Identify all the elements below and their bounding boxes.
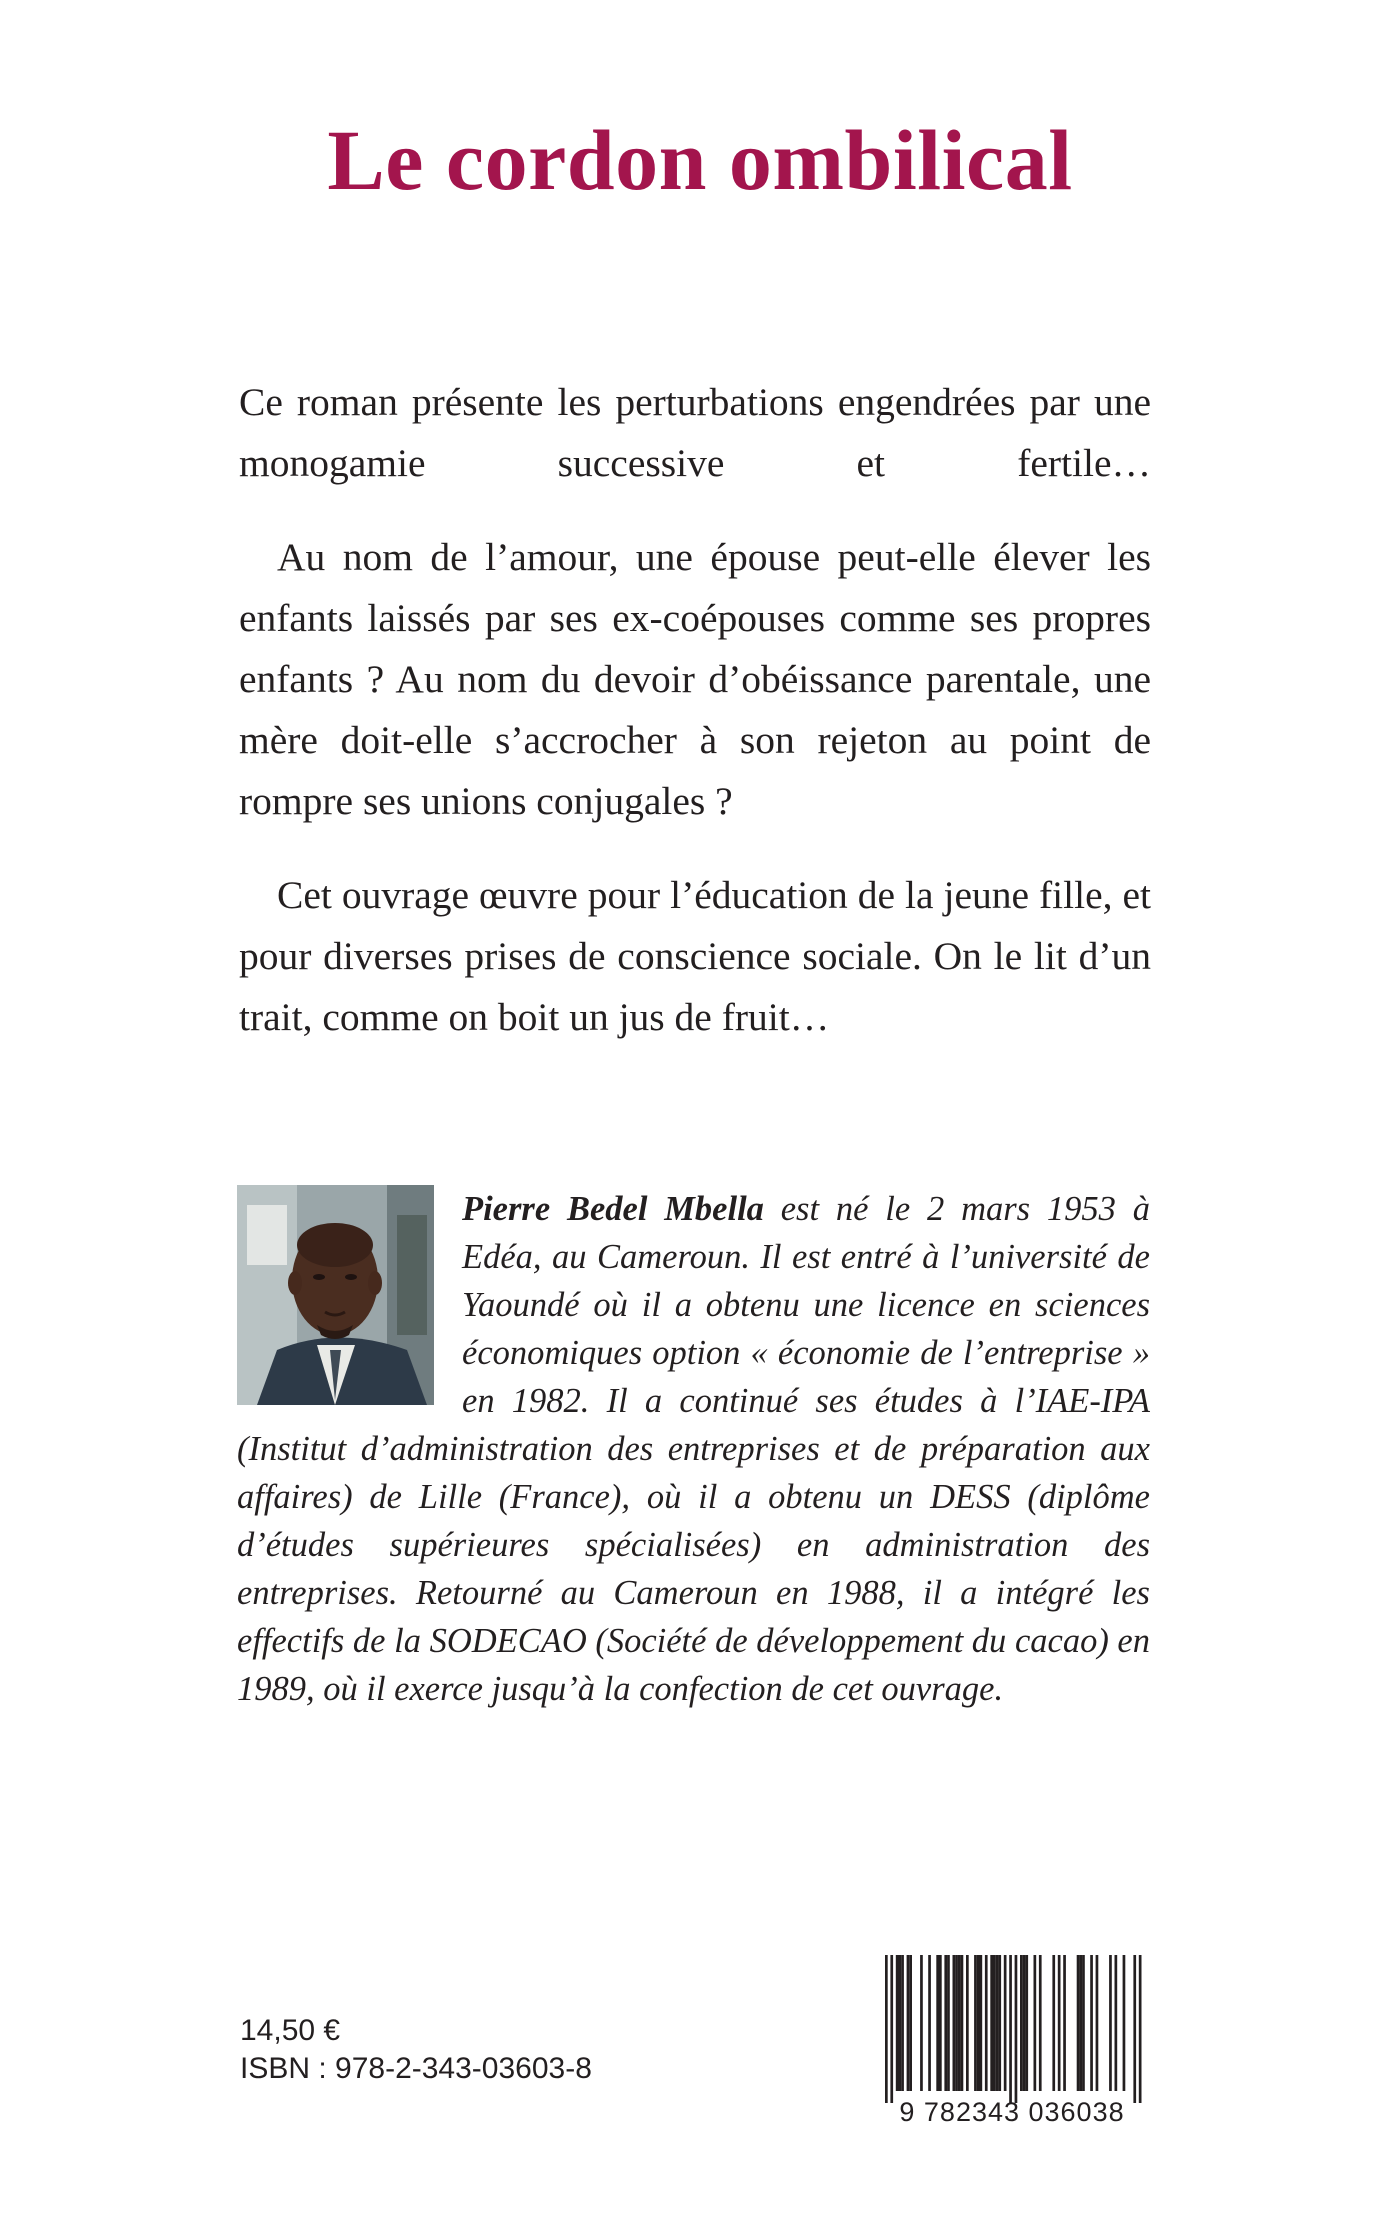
barcode-bar	[1034, 1955, 1037, 2091]
barcode-bar	[936, 1955, 939, 2091]
barcode-bar	[958, 1955, 961, 2091]
barcode-bar	[901, 1955, 904, 2091]
barcode-bar	[961, 1955, 964, 2091]
barcode-bar	[890, 1955, 893, 2103]
barcode-bar	[1039, 1955, 1042, 2091]
barcode-bar	[944, 1955, 947, 2091]
barcode-bar	[1004, 1955, 1007, 2091]
barcode-bar	[974, 1955, 977, 2091]
author-name: Pierre Bedel Mbella	[462, 1190, 764, 1228]
book-title: Le cordon ombilical	[327, 112, 1073, 208]
barcode-bar	[996, 1955, 999, 2091]
barcode-bar	[1058, 1955, 1061, 2091]
barcode-bar	[1077, 1955, 1080, 2091]
blurb-paragraph-2: Au nom de l’amour, une épouse peut-elle élever les enfants laissés par ses ex-coépouses comme ses propres enfants ? Au nom du devoir d’obéissance parentale, une mère doit-elle s’accrocher à son rejeton au point de rompre ses unions conjugales ?	[239, 535, 1151, 823]
barcode-bar	[980, 1955, 983, 2091]
barcode-bar	[966, 1955, 969, 2091]
barcode-bar	[998, 1955, 1001, 2091]
barcode-bar	[1063, 1955, 1066, 2091]
barcode-bar	[907, 1955, 910, 2091]
barcode-bar	[896, 1955, 899, 2091]
barcode-bar	[1090, 1955, 1093, 2091]
barcode-bar	[985, 1955, 988, 2091]
barcode-bar	[1123, 1955, 1126, 2091]
barcode-bar	[1023, 1955, 1026, 2091]
barcode-bar	[1133, 1955, 1136, 2103]
barcode-bar	[928, 1955, 931, 2091]
barcode-graphic	[871, 1951, 1153, 2126]
barcode-bar	[990, 1955, 993, 2091]
barcode-bar	[993, 1955, 996, 2091]
barcode-number: 9 782343 036038	[899, 2097, 1125, 2126]
barcode-bar	[1082, 1955, 1085, 2091]
barcode-bar	[899, 1955, 902, 2091]
barcode-bar	[1096, 1955, 1099, 2091]
barcode-bar	[1009, 1955, 1012, 2103]
barcode-bar	[885, 1955, 888, 2103]
barcode-bar	[977, 1955, 980, 2091]
barcode-bar	[1020, 1955, 1023, 2091]
isbn: ISBN : 978-2-343-03603-8	[240, 2052, 592, 2085]
blurb-paragraph-1: Ce roman présente les perturbations engendrées par une monogamie successive et fertile…	[239, 380, 1151, 485]
barcode-bar	[955, 1955, 958, 2091]
barcode	[871, 1951, 1153, 2126]
barcode-bar	[1109, 1955, 1112, 2091]
blurb-paragraph-3: Cet ouvrage œuvre pour l’éducation de la jeune fille, et pour diverses prises de conscience sociale. On le lit d’un trait, comme on boit un jus de fruit…	[239, 873, 1151, 1039]
barcode-bar	[920, 1955, 923, 2091]
blurb	[239, 372, 1151, 1048]
barcode-bar	[1015, 1955, 1018, 2103]
price: 14,50 €	[240, 2014, 341, 2047]
barcode-bar	[1139, 1955, 1142, 2103]
barcode-bar	[953, 1955, 956, 2091]
author-bio-text: est né le 2 mars 1953 à Edéa, au Cameroun. Il est entré à l’université de Yaoundé où il a obtenu une licence en sciences économiques option « économie de l’entreprise » en 1982. Il a continué ses études à l’IAE-IPA (Institut d’administration des entreprises et de préparation aux affaires) de Lille (France), où il a obtenu un DESS (diplôme d’études supérieures spécialisées) en administration des entreprises. Retourné au Cameroun en 1988, il a intégré les effectifs de la SODECAO (Société de développement du cacao) en 1989, où il exerce jusqu’à la confection de cet ouvrage.	[237, 1190, 1150, 1708]
barcode-bar	[947, 1955, 950, 2091]
author-portrait-illustration	[237, 1185, 434, 1405]
barcode-bar	[1025, 1955, 1028, 2091]
barcode-bar	[909, 1955, 912, 2091]
barcode-bar	[939, 1955, 942, 2091]
author-photo	[237, 1185, 434, 1405]
barcode-bar	[1079, 1955, 1082, 2091]
barcode-bar	[1115, 1955, 1118, 2091]
barcode-bar	[1052, 1955, 1055, 2091]
author-bio	[237, 1185, 1150, 1713]
